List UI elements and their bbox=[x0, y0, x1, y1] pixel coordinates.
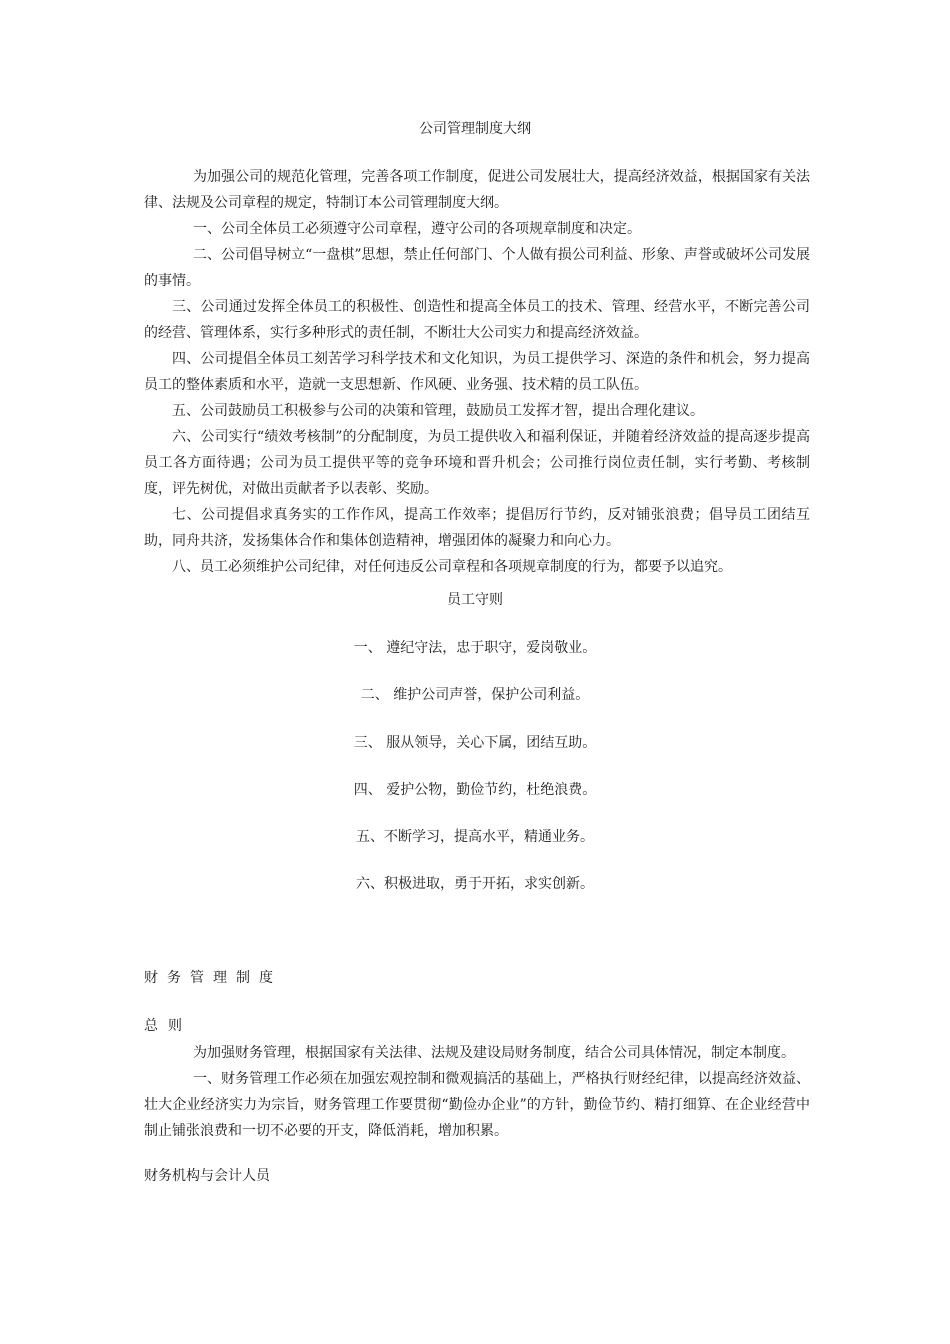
finance-subtitle bbox=[144, 1016, 182, 1036]
finance-subtitle-b: 则 bbox=[168, 1018, 182, 1034]
outline-item-2: 二、公司倡导树立“一盘棋”思想，禁止任何部门、个人做有损公司利益、形象、声誉或破坏公司发展的事情。 bbox=[144, 247, 810, 289]
outline-item-6: 六、公司实行“绩效考核制”的分配制度，为员工提供收入和福利保证，并随着经济效益的提高逐步提高员工各方面待遇；公司为员工提供平等的竞争环境和晋升机会；公司推行岗位责任制，实行考勤、考核制度，评先树优，对做出贡献者予以表彰、奖励。 bbox=[144, 429, 810, 497]
outline-item-8: 八、员工必须维护公司纪律，对任何违反公司章程和各项规章制度的行为，都要予以追究。 bbox=[172, 559, 732, 575]
outline-item-4: 四、公司提倡全体员工刻苦学习科学技术和文化知识，为员工提供学习、深造的条件和机会，努力提高员工的整体素质和水平，造就一支思想新、作风硬、业务强、技术精的员工队伍。 bbox=[144, 351, 810, 393]
outline-item-5: 五、公司鼓励员工积极参与公司的决策和管理，鼓励员工发挥才智，提出合理化建议。 bbox=[172, 403, 704, 419]
outline-item-3: 三、公司通过发挥全体员工的积极性、创造性和提高全体员工的技术、管理、经营水平，不断完善公司的经营、管理体系，实行多种形式的责任制，不断壮大公司实力和提高经济效益。 bbox=[144, 299, 810, 341]
employee-rule-3: 三、 服从领导，关心下属，团结互助。 bbox=[353, 735, 597, 751]
finance-body bbox=[144, 1040, 810, 1144]
document-title: 公司管理制度大纲 bbox=[419, 121, 531, 137]
finance-intro: 为加强财务管理，根据国家有关法律、法规及建设局财务制度，结合公司具体情况，制定本制度。 bbox=[193, 1045, 795, 1061]
outline-body bbox=[144, 164, 810, 580]
outline-item-7: 七、公司提倡求真务实的工作作风，提高工作效率；提倡厉行节约，反对铺张浪费；倡导员工团结互助，同舟共济，发扬集体合作和集体创造精神，增强团体的凝聚力和向心力。 bbox=[144, 507, 810, 549]
outline-item-1: 一、公司全体员工必须遵守公司章程，遵守公司的各项规章制度和决定。 bbox=[193, 221, 641, 237]
employee-rule-4: 四、 爱护公物，勤俭节约，杜绝浪费。 bbox=[353, 782, 597, 798]
finance-subtitle-a: 总 bbox=[144, 1018, 158, 1034]
finance-item-1: 一、财务管理工作必须在加强宏观控制和微观搞活的基础上，严格执行财经纪律，以提高经济效益、壮大企业经济实力为宗旨，财务管理工作要贯彻“勤俭办企业”的方针，勤俭节约、精打细算、在企业经营中制止铺张浪费和一切不必要的开支，降低消耗，增加积累。 bbox=[144, 1071, 810, 1139]
employee-rule-1: 一、 遵纪守法，忠于职守，爱岗敬业。 bbox=[353, 640, 597, 656]
employee-rule-5: 五、不断学习，提高水平，精通业务。 bbox=[356, 829, 594, 845]
employee-rule-6: 六、积极进取，勇于开拓，求实创新。 bbox=[356, 876, 594, 892]
employee-rules-title: 员工守则 bbox=[447, 592, 503, 608]
outline-intro: 为加强公司的规范化管理，完善各项工作制度，促进公司发展壮大，提高经济效益，根据国家有关法律、法规及公司章程的规定，特制订本公司管理制度大纲。 bbox=[144, 169, 810, 211]
finance-title: 财务管理制度 bbox=[144, 970, 282, 986]
employee-rule-2: 二、 维护公司声誉，保护公司利益。 bbox=[360, 687, 590, 703]
finance-org-heading: 财务机构与会计人员 bbox=[144, 1168, 270, 1184]
